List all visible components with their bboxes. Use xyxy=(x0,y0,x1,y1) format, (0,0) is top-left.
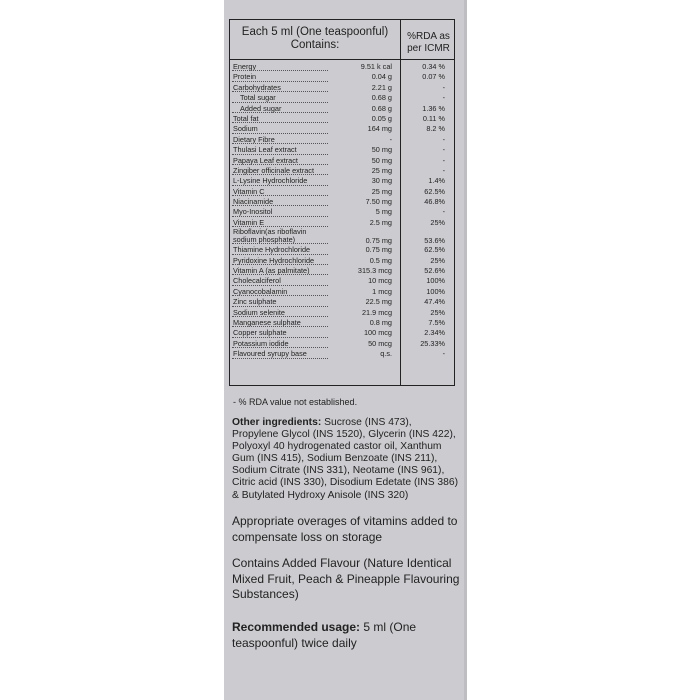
nutrient-name: Added sugar xyxy=(240,103,282,113)
nutrient-quantity: 0.68 g xyxy=(371,93,392,103)
nutrient-name-line2: sodium phosphate) xyxy=(233,235,296,245)
header-serving-line1: Each 5 ml (One teaspoonful) xyxy=(241,26,389,38)
other-ingredients-text: Sucrose (INS 473), Propylene Glycol (INS 1520), Glycerin (INS 422), Polyoxyl 40 hydrogenated castor oil, Xanthum Gum (INS 415), Sodium Benzoate (INS 211), Sodium Citrate (INS 331), Neotame (INS 961), Citric acid (INS 330), Disodium Edetate (INS 386) & Butylated Hydroxy Anisole (INS 320) xyxy=(232,417,459,501)
table-row xyxy=(230,245,454,255)
nutrient-name: Copper sulphate xyxy=(233,328,287,338)
table-row xyxy=(230,156,454,166)
nutrient-quantity: - xyxy=(389,134,392,144)
nutrient-quantity: q.s. xyxy=(380,349,392,359)
nutrient-quantity: 22.5 mg xyxy=(365,297,392,307)
nutrient-rda: 25% xyxy=(430,217,445,227)
nutrient-name-line1: Riboflavin(as riboflavin xyxy=(233,227,307,237)
nutrient-rda: - xyxy=(442,134,445,144)
header-rda xyxy=(401,31,456,55)
table-row xyxy=(230,308,454,318)
nutrient-rda: - xyxy=(442,207,445,217)
nutrient-rda: 25% xyxy=(430,307,445,317)
nutrient-quantity: 9.51 k cal xyxy=(360,62,392,71)
nutrient-rda: - xyxy=(442,145,445,155)
rda-footnote: - % RDA value not established. xyxy=(233,397,358,407)
nutrient-name: Cholecalciferol xyxy=(233,276,281,286)
nutrient-name: Zingiber officinale extract xyxy=(233,165,314,175)
nutrient-rda: - xyxy=(442,155,445,165)
table-row xyxy=(230,135,454,145)
nutrition-rows xyxy=(230,62,454,360)
nutrient-quantity: 2.21 g xyxy=(371,82,392,92)
nutrient-rda: 7.5% xyxy=(428,317,445,327)
table-row xyxy=(230,207,454,217)
nutrient-quantity: 30 mg xyxy=(371,176,392,186)
usage-heading: Recommended usage: xyxy=(232,620,361,634)
nutrient-name: Vitamin C xyxy=(233,186,265,196)
flavour-note: Contains Added Flavour (Nature Identical Mixed Fruit, Peach & Pineapple Flavouring Substances) xyxy=(232,556,460,601)
nutrient-rda: 0.34 % xyxy=(422,62,445,71)
nutrient-name: Vitamin E xyxy=(233,217,265,227)
nutrient-quantity: 21.9 mcg xyxy=(361,307,392,317)
usage-text: 5 ml (One teaspoonful) twice daily xyxy=(232,620,417,650)
table-row xyxy=(230,72,454,82)
nutrient-quantity: 0.04 g xyxy=(371,72,392,82)
nutrient-quantity: 164 mg xyxy=(367,124,392,134)
nutrient-quantity: 100 mcg xyxy=(364,328,392,338)
nutrient-rda: - xyxy=(442,349,445,359)
nutrient-name: Thulasi Leaf extract xyxy=(233,145,297,155)
nutrient-rda: 8.2 % xyxy=(426,124,445,134)
nutrient-rda: 1.4% xyxy=(428,176,445,186)
nutrient-name: Sodium selenite xyxy=(233,307,285,317)
nutrient-name: Niacinamide xyxy=(233,197,274,207)
nutrient-name: Energy xyxy=(233,62,257,71)
nutrient-name: Carbohydrates xyxy=(233,82,281,92)
table-row xyxy=(230,83,454,93)
nutrient-rda: 100% xyxy=(426,276,445,286)
nutrient-rda: 52.6% xyxy=(424,266,445,276)
table-row xyxy=(230,62,454,72)
nutrient-rda: 25.33% xyxy=(420,338,445,348)
nutrient-name: Myo-Inositol xyxy=(233,207,273,217)
nutrient-rda: 100% xyxy=(426,286,445,296)
nutrient-rda: 1.36 % xyxy=(422,103,445,113)
nutrient-rda: 53.6% xyxy=(424,236,445,246)
nutrient-rda: 62.5% xyxy=(424,186,445,196)
nutrient-name: Papaya Leaf extract xyxy=(233,155,298,165)
table-row xyxy=(230,287,454,297)
nutrient-name: Dietary Fibre xyxy=(233,134,275,144)
nutrient-name: Total fat xyxy=(233,113,259,123)
table-row xyxy=(230,166,454,176)
nutrient-name: Total sugar xyxy=(240,93,276,103)
nutrient-quantity: 50 mcg xyxy=(368,338,392,348)
header-rda-line1: %RDA as xyxy=(407,31,450,42)
nutrient-quantity: 0.68 g xyxy=(371,103,392,113)
label-edge xyxy=(464,0,467,700)
header-rda-line2: per ICMR xyxy=(407,43,450,54)
nutrient-quantity: 25 mg xyxy=(371,165,392,175)
table-row xyxy=(230,124,454,134)
nutrient-quantity: 5 mg xyxy=(375,207,392,217)
header-divider xyxy=(230,59,454,60)
table-row xyxy=(230,297,454,307)
table-row xyxy=(230,93,454,103)
table-row xyxy=(230,339,454,349)
nutrient-rda: 47.4% xyxy=(424,297,445,307)
nutrient-name: Protein xyxy=(233,72,257,82)
nutrition-table xyxy=(229,19,455,386)
table-row xyxy=(230,266,454,276)
table-row xyxy=(230,276,454,286)
nutrient-name: Zinc sulphate xyxy=(233,297,277,307)
nutrient-name: Vitamin A (as palmitate) xyxy=(233,266,310,276)
nutrient-name: Potassium iodide xyxy=(233,338,289,348)
table-row xyxy=(230,197,454,207)
nutrient-quantity: 7.50 mg xyxy=(365,197,392,207)
nutrient-rda: 25% xyxy=(430,255,445,265)
nutrient-quantity: 0.75 mg xyxy=(365,245,392,255)
nutrient-name: Manganese sulphate xyxy=(233,317,301,327)
nutrient-quantity: 0.05 g xyxy=(371,113,392,123)
recommended-usage xyxy=(232,620,460,651)
nutrient-quantity: 1 mcg xyxy=(372,286,392,296)
nutrient-rda: - xyxy=(442,165,445,175)
nutrient-name: Cyanocobalamin xyxy=(233,286,288,296)
nutrient-name: Pyridoxine Hydrochloride xyxy=(233,255,315,265)
table-row xyxy=(230,228,454,245)
table-row xyxy=(230,104,454,114)
nutrient-quantity: 0.5 mg xyxy=(369,255,392,265)
overages-note: Appropriate overages of vitamins added to compensate loss on storage xyxy=(232,514,458,544)
other-ingredients xyxy=(232,417,460,502)
nutrient-quantity: 50 mg xyxy=(371,145,392,155)
nutrient-quantity: 25 mg xyxy=(371,186,392,196)
nutrient-name: Sodium xyxy=(233,124,258,134)
table-row xyxy=(230,328,454,338)
nutrient-name: Flavoured syrupy base xyxy=(233,349,307,359)
nutrient-rda: 2.34% xyxy=(424,328,445,338)
nutrient-quantity: 10 mcg xyxy=(368,276,392,286)
table-row xyxy=(230,114,454,124)
nutrient-quantity: 315.3 mcg xyxy=(357,266,392,276)
nutrient-rda: - xyxy=(442,93,445,103)
nutrient-name: Thiamine Hydrochloride xyxy=(233,245,311,255)
table-row xyxy=(230,349,454,359)
header-serving-line2: Contains: xyxy=(290,39,340,51)
nutrient-rda: 0.11 % xyxy=(422,113,445,123)
nutrient-name xyxy=(233,228,306,244)
table-row xyxy=(230,187,454,197)
header-serving xyxy=(230,26,400,52)
table-row xyxy=(230,176,454,186)
table-row xyxy=(230,256,454,266)
nutrient-rda: - xyxy=(442,82,445,92)
other-ingredients-heading: Other ingredients: xyxy=(232,417,322,428)
nutrient-quantity: 2.5 mg xyxy=(369,217,392,227)
nutrient-name: L-Lysine Hydrochloride xyxy=(233,176,308,186)
nutrient-quantity: 0.75 mg xyxy=(365,236,392,246)
nutrient-rda: 62.5% xyxy=(424,245,445,255)
nutrient-quantity: 0.8 mg xyxy=(369,317,392,327)
nutrient-rda: 0.07 % xyxy=(422,72,445,82)
table-row xyxy=(230,145,454,155)
table-row xyxy=(230,318,454,328)
nutrient-quantity: 50 mg xyxy=(371,155,392,165)
nutrient-rda: 46.8% xyxy=(424,197,445,207)
